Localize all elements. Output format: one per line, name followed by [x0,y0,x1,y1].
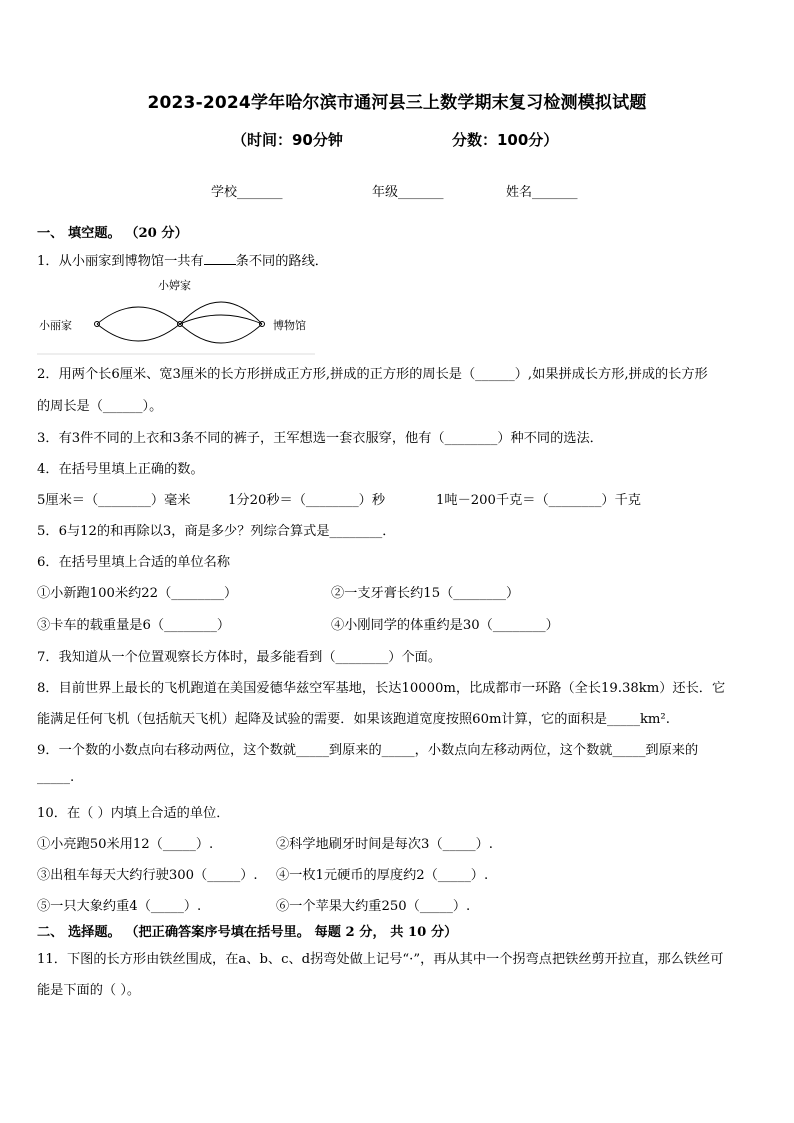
question-11-line-2: 能是下面的（ ）。 [37,983,141,998]
question-10-f: ⑥一个苹果大约重250（_____）. [276,899,471,914]
question-8-line-2: 能满足任何飞机（包括航天飞机）起降及试验的需要．如果该跑道宽度按照60m计算，它的面积是_____km². [37,712,670,727]
question-6: 6．在括号里填上合适的单位名称 [37,555,231,570]
question-9-line-1: 9．一个数的小数点向右移动两位，这个数就_____到原来的_____，小数点向左移动两位，这个数就_____到原来的 [37,743,699,758]
question-6-b: ②一支牙膏长约15（________） [331,586,520,601]
question-10-c: ③出租车每天大约行驶300（_____）. [37,868,258,883]
question-2-line-2: 的周长是（______）。 [37,399,163,414]
question-2-line-1: 2．用两个长6厘米、宽3厘米的长方形拼成正方形,拼成的正方形的周长是（______）,如果拼成长方形,拼成的长方形 [37,367,708,382]
question-7: 7．我知道从一个位置观察长方体时，最多能看到（________）个面。 [37,650,442,665]
question-9-line-2: _____. [37,770,75,785]
question-6-c: ③卡车的载重量是6（________） [37,618,231,633]
question-10-a: ①小亮跑50米用12（_____）. [37,837,214,852]
label-museum: 博物馆 [273,319,306,332]
question-1 [37,250,328,269]
page-title: 2023-2024学年哈尔滨市通河县三上数学期末复习检测模拟试题 [147,93,647,113]
question-3: 3．有3件不同的上衣和3条不同的裤子，王军想选一套衣服穿，他有（________）种不同的选法． [37,431,603,446]
exam-score: 分数：100分） [452,131,559,149]
question-4-a: 5厘米＝（________）毫米 [37,493,191,508]
question-10: 10．在（ ）内填上合适的单位． [37,806,230,821]
section-choice-title: 二、 选择题。 （把正确答案序号填在括号里。 每题 2 分， 共 10 分） [37,925,458,940]
school-field: 学校_______ [211,185,283,200]
label-xiaoli-home: 小丽家 [39,319,72,332]
question-4: 4．在括号里填上正确的数。 [37,462,204,477]
exam-time: （时间：90分钟 [232,131,343,149]
question-11-line-1: 11．下图的长方形由铁丝围成，在a、b、c、d拐弯处做上记号“·”，再从其中一个拐弯点把铁丝剪开拉直，那么铁丝可 [37,952,724,967]
question-6-a: ①小新跑100米约22（________） [37,586,238,601]
label-xiaoting-home: 小婷家 [158,279,191,292]
question-4-c: 1吨－200千克＝（________）千克 [436,493,641,508]
question-1-text-b: 条不同的路线． [235,254,328,269]
question-10-b: ②科学地刷牙时间是每次3（_____）. [276,837,493,852]
question-1-text-a: 1．从小丽家到博物馆一共有 [37,254,204,269]
question-5: 5．6与12的和再除以3，商是多少？列综合算式是________． [37,524,396,539]
question-10-e: ⑤一只大象约重4（_____）. [37,899,202,914]
route-diagram [37,276,315,356]
name-field: 姓名_______ [506,185,578,200]
section-fill-in-title: 一、 填空题。 （20 分） [37,226,188,241]
question-6-d: ④小刚同学的体重约是30（________） [331,618,559,633]
question-4-b: 1分20秒＝（________）秒 [228,493,386,508]
answer-blank [204,251,236,265]
question-10-d: ④一枚1元硬币的厚度约2（_____）. [276,868,489,883]
grade-field: 年级_______ [372,185,444,200]
question-8-line-1: 8．目前世界上最长的飞机跑道在美国爱德华兹空军基地，长达10000m，比成都市一环路（全长19.38km）还长．它 [37,681,726,696]
